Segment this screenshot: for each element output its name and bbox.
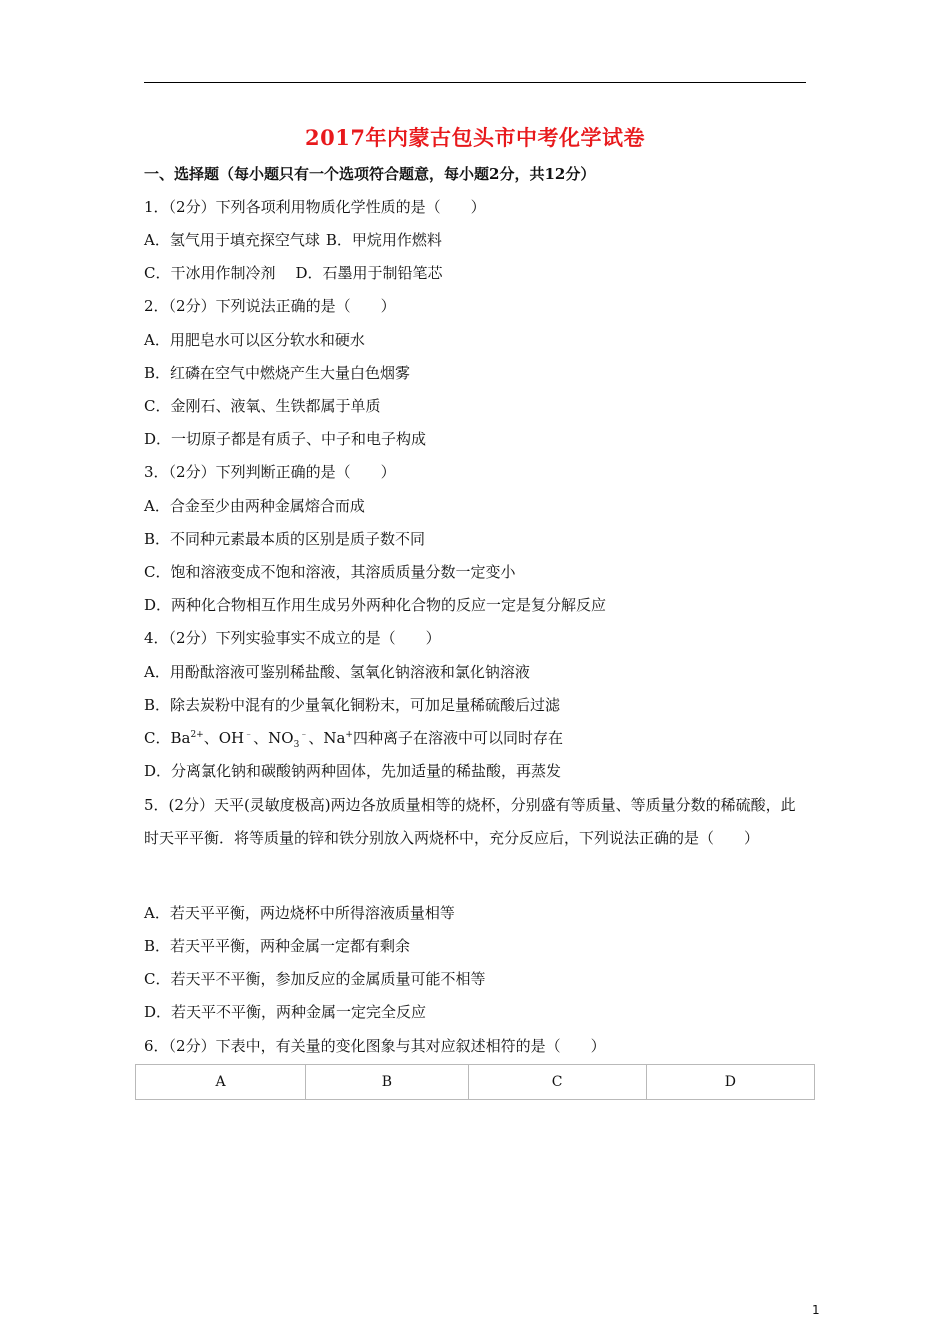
- question-3-option-d: D．两种化合物相互作用生成另外两种化合物的反应一定是复分解反应: [144, 596, 607, 614]
- question-4-option-a: A．用酚酞溶液可鉴别稀盐酸、氢氧化钠溶液和氯化钠溶液: [144, 663, 530, 681]
- question-4-stem: 4．（2分）下列实验事实不成立的是（ ）: [144, 629, 441, 647]
- header-rule: [144, 82, 806, 83]
- table-header-b: B: [306, 1065, 468, 1100]
- table-header-a: A: [136, 1065, 306, 1100]
- table-header-c: C: [468, 1065, 646, 1100]
- question-2-option-c: C．金刚石、液氧、生铁都属于单质: [144, 397, 381, 415]
- question-4-option-b: B．除去炭粉中混有的少量氧化铜粉末，可加足量稀硫酸后过滤: [144, 696, 561, 714]
- question-3-option-a: A．合金至少由两种金属熔合而成: [144, 497, 365, 515]
- question-1-stem: 1．（2分）下列各项利用物质化学性质的是（ ）: [144, 198, 486, 216]
- question-5-stem: 5．(2分）天平(灵敏度极高)两边各放质量相等的烧杯，分别盛有等质量、等质量分数的稀硫酸，此时天平平衡．将等质量的锌和铁分别放入两烧杯中，充分反应后，下列说法正确的是（ ）: [144, 796, 796, 847]
- question-1-option-d: D．石墨用于制铅笔芯: [295, 264, 443, 282]
- question-3-option-b: B．不同种元素最本质的区别是质子数不同: [144, 530, 426, 548]
- table-header-d: D: [646, 1065, 814, 1100]
- question-3-stem: 3．（2分）下列判断正确的是（ ）: [144, 463, 396, 481]
- question-6-stem: 6．（2分）下表中，有关量的变化图象与其对应叙述相符的是（ ）: [144, 1037, 606, 1055]
- question-1-options-cd: [144, 263, 443, 283]
- table-row: [136, 1065, 815, 1100]
- question-5-option-d: D．若天平不平衡，两种金属一定完全反应: [144, 1003, 427, 1021]
- question-4-option-c: C．$Ba^{2+}$、OH﹣、$NO_3^﹣$、Na+四种离子在溶液中可以同时存在: [144, 729, 563, 750]
- section-heading: 一、选择题（每小题只有一个选项符合题意，每小题2分，共12分）: [144, 165, 596, 183]
- question-2-option-d: D．一切原子都是有质子、中子和电子构成: [144, 430, 427, 448]
- exam-title: 2017年内蒙古包头市中考化学试卷: [305, 125, 645, 150]
- question-1-option-a: A．氢气用于填充探空气球: [144, 231, 320, 249]
- question-5-option-b: B．若天平平衡，两种金属一定都有剩余: [144, 937, 411, 955]
- question-2-option-a: A．用肥皂水可以区分软水和硬水: [144, 331, 365, 349]
- question-2-stem: 2．（2分）下列说法正确的是（ ）: [144, 297, 396, 315]
- page-number: 1: [812, 1303, 820, 1317]
- question-5-option-a: A．若天平平衡，两边烧杯中所得溶液质量相等: [144, 904, 455, 922]
- question-2-option-b: B．红磷在空气中燃烧产生大量白色烟雾: [144, 364, 411, 382]
- question-4-option-d: D．分离氯化钠和碳酸钠两种固体，先加适量的稀盐酸，再蒸发: [144, 762, 562, 780]
- question-5-option-c: C．若天平不平衡，参加反应的金属质量可能不相等: [144, 970, 486, 988]
- question-1-option-b: B．甲烷用作燃料: [325, 231, 442, 249]
- question-1-options-ab: [144, 230, 442, 250]
- question-3-option-c: C．饱和溶液变成不饱和溶液，其溶质质量分数一定变小: [144, 563, 516, 581]
- question-6-table: [135, 1064, 815, 1100]
- question-1-option-c: C．干冰用作制冷剂: [144, 264, 276, 282]
